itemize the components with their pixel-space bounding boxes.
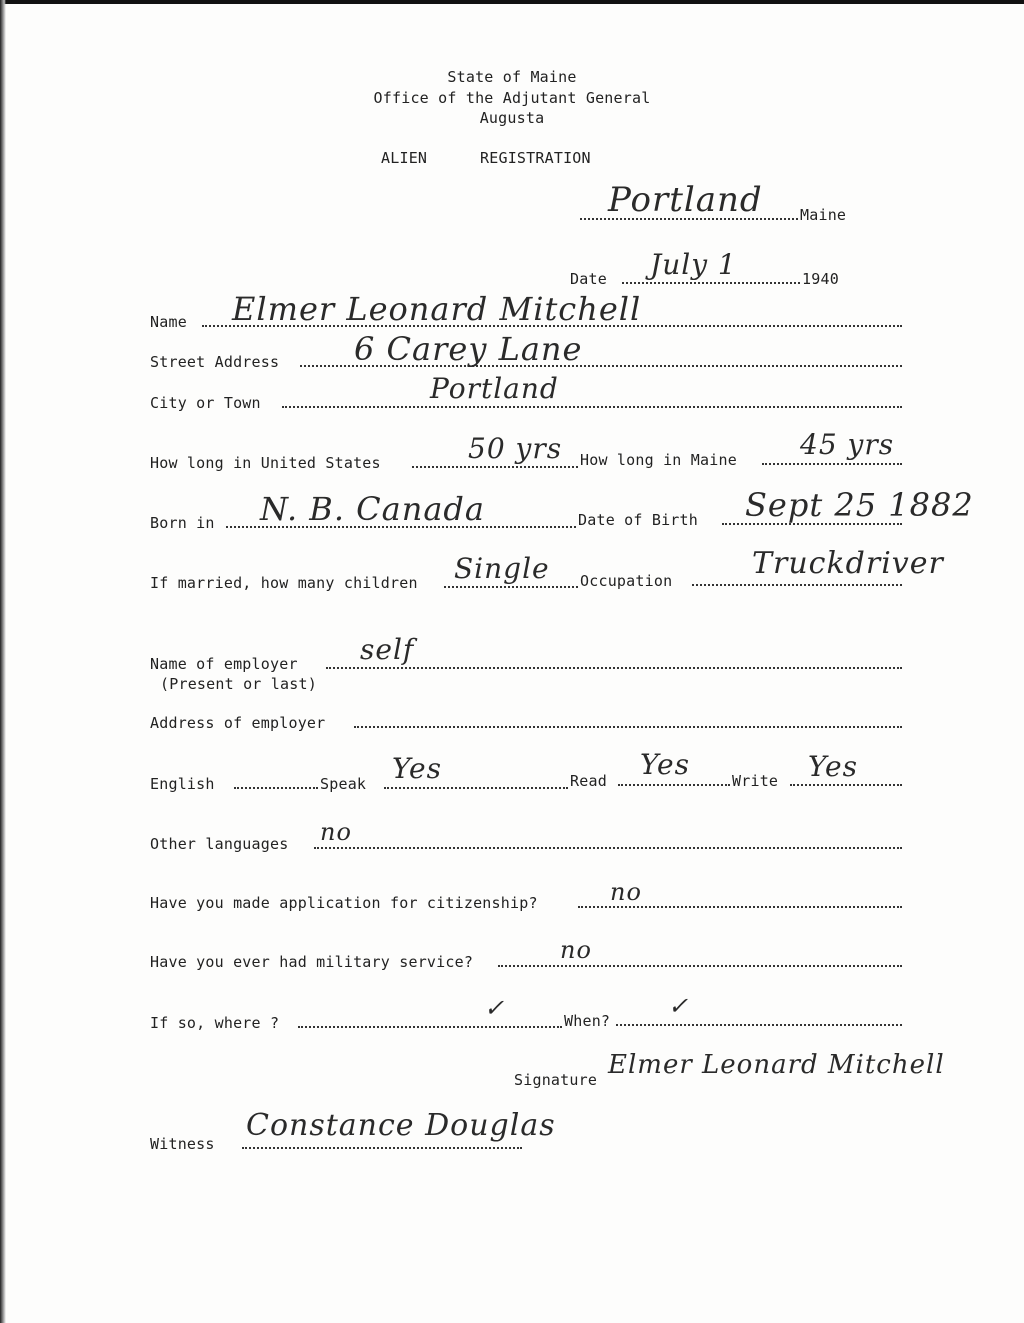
dob-value: Sept 25 1882 — [745, 486, 974, 524]
military-line — [498, 965, 902, 967]
date-label: Date — [570, 270, 607, 288]
scan-edge-left — [0, 0, 6, 1323]
other-languages-value: no — [320, 818, 352, 846]
citizenship-label: Have you made application for citizenship? — [150, 894, 538, 912]
english-label: English — [150, 775, 215, 793]
citizenship-value: no — [610, 878, 642, 906]
when-value: ✓ — [668, 992, 690, 1020]
occupation-label: Occupation — [580, 572, 673, 590]
us-time-line — [412, 466, 578, 468]
witness-value: Constance Douglas — [246, 1108, 556, 1143]
witness-line — [242, 1147, 522, 1149]
title-registration: REGISTRATION — [480, 149, 591, 167]
header-state: State of Maine — [447, 68, 577, 86]
write-value: Yes — [808, 750, 858, 783]
witness-label: Witness — [150, 1135, 215, 1153]
place-suffix: Maine — [800, 206, 847, 224]
children-value: Single — [454, 552, 550, 585]
children-line — [444, 586, 578, 588]
maine-time-value: 45 yrs — [800, 428, 895, 461]
employer-sublabel: (Present or last) — [160, 675, 317, 693]
children-label: If married, how many children — [150, 574, 418, 592]
read-label: Read — [570, 772, 607, 790]
city-value: Portland — [430, 372, 559, 405]
citizenship-line — [578, 906, 902, 908]
employer-label: Name of employer — [150, 655, 298, 673]
signature-value: Elmer Leonard Mitchell — [608, 1050, 945, 1080]
maine-time-label: How long in Maine — [580, 451, 737, 469]
where-line — [298, 1026, 562, 1028]
employer-address-label: Address of employer — [150, 714, 326, 732]
city-label: City or Town — [150, 394, 261, 412]
write-line — [790, 784, 902, 786]
speak-value: Yes — [392, 752, 442, 785]
maine-time-line — [762, 463, 902, 465]
date-value: July 1 — [650, 248, 737, 281]
military-label: Have you ever had military service? — [150, 953, 474, 971]
header-office: Office of the Adjutant General — [373, 89, 651, 107]
when-label: When? — [564, 1012, 611, 1030]
city-line — [282, 406, 902, 408]
speak-line — [384, 787, 568, 789]
read-value: Yes — [640, 748, 690, 781]
born-label: Born in — [150, 514, 215, 532]
date-year: 1940 — [802, 270, 839, 288]
english-line — [234, 787, 318, 789]
where-value: ✓ — [484, 994, 506, 1022]
us-time-label: How long in United States — [150, 454, 381, 472]
scan-edge-top — [0, 0, 1024, 4]
other-languages-line — [314, 847, 902, 849]
street-value: 6 Carey Lane — [354, 330, 583, 368]
speak-label: Speak — [320, 775, 367, 793]
born-value: N. B. Canada — [260, 490, 485, 528]
when-line — [616, 1024, 902, 1026]
header-city: Augusta — [479, 109, 545, 127]
place-value: Portland — [608, 180, 763, 220]
employer-address-line — [354, 726, 902, 728]
occupation-value: Truckdriver — [752, 546, 944, 581]
write-label: Write — [732, 772, 779, 790]
employer-value: self — [360, 633, 415, 666]
name-value: Elmer Leonard Mitchell — [232, 290, 642, 328]
read-line — [618, 784, 730, 786]
street-label: Street Address — [150, 353, 280, 371]
other-languages-label: Other languages — [150, 835, 289, 853]
date-line — [622, 282, 800, 284]
us-time-value: 50 yrs — [468, 432, 563, 465]
title-alien: ALIEN — [381, 149, 428, 167]
occupation-line — [692, 584, 902, 586]
where-label: If so, where ? — [150, 1014, 280, 1032]
name-label: Name — [150, 313, 187, 331]
dob-label: Date of Birth — [578, 511, 698, 529]
military-value: no — [560, 936, 592, 964]
signature-label: Signature — [514, 1071, 598, 1089]
employer-line — [326, 667, 902, 669]
